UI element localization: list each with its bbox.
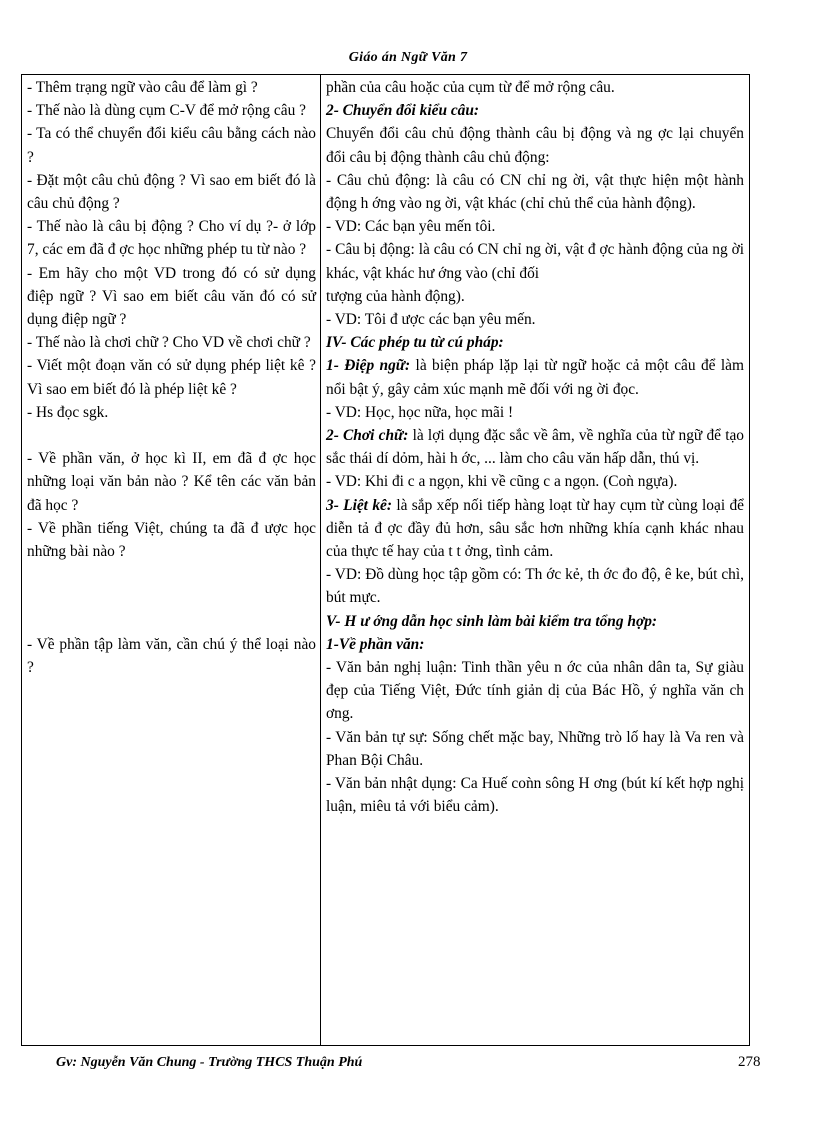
question-9: - Hs đọc sgk. [27,403,109,421]
answer-text: - VD: Học, học nữa, học mãi ! [326,403,514,421]
answer-text: phần của câu hoặc của cụm từ để mở rộng câu. [326,79,615,96]
page-footer: Gv: Nguyễn Văn Chung - Trường THCS Thuận Phú [56,1055,363,1070]
term-label: 2- Chơi chữ: [326,427,409,445]
question-6: - Em hãy cho một VD trong đó có sử dụng điệp ngữ ? Vì sao em biết câu văn đó có sử dụng điệp ngữ ? [27,264,316,329]
answer-column [326,76,744,819]
term-label: 3- Liệt kê: [326,496,392,514]
answer-text: - VD: Tôi đ ược các bạn yêu mến. [326,311,536,329]
question-3: - Ta có thể chuyển đổi kiểu câu bằng cách nào ? [27,125,316,166]
question-12: - Về phần tập làm văn, cần chú ý thể loại nào ? [27,635,316,677]
question-7: - Thế nào là chơi chữ ? Cho VD về chơi chữ ? [27,334,311,352]
answer-text: - Văn bản nghị luận: Tinh thần yêu n ớc của nhân dân ta, Sự giàu đẹp của Tiếng Việt, Đức tính giản dị của Bác Hồ, ý nghĩa văn ch ơng. [326,659,744,723]
question-2: - Thế nào là dùng cụm C-V để mở rộng câu ? [27,102,306,120]
question-8: - Viết một đoạn văn có sử dụng phép liệt kê ? Vì sao em biết đó là phép liệt kê ? [27,357,316,398]
question-4: - Đặt một câu chủ động ? Vì sao em biết đó là câu chủ động ? [27,171,316,213]
answer-text: 3- Liệt kê: là sắp xếp nối tiếp hàng loạt từ hay cụm từ cùng loại để diễn tả đ ợc đầy đủ hơn, sâu sắc hơn những khía cạnh khác nhau của thực tế hay của t t ởng, tình cảm. [326,496,744,561]
section-heading: 2- Chuyển đổi kiểu câu: [326,102,480,120]
section-heading: V- H ư ớng dẫn học sinh làm bài kiểm tra tổng hợp: [326,612,658,630]
question-1: - Thêm trạng ngữ vào câu để làm gì ? [27,79,258,96]
term-label: 1- Điệp ngữ: [326,357,411,375]
answer-text: - Câu chủ động: là câu có CN chỉ ng ời, vật thực hiện một hành động h ớng vào ng ời, vật khác (chỉ chủ thể của hành động). [326,171,744,213]
page-header: Giáo án Ngữ Văn 7 [348,50,468,65]
answer-text: - Văn bản tự sự: Sống chết mặc bay, Những trò lố hay là Va ren và Phan Bội Châu. [326,728,744,769]
answer-text: 1- Điệp ngữ: là biện pháp lặp lại từ ngữ hoặc cả một câu để làm nổi bật ý, gây cảm xúc mạnh mẽ đối với ng ời đọc. [326,357,744,398]
answer-text: - Câu bị động: là câu có CN chỉ ng ời, vật đ ợc hành động của ng ời khác, vật khác hư ớng vào (chỉ đối [326,241,744,282]
answer-text: tượng của hành động). [326,287,465,305]
section-heading: IV- Các phép tu từ cú pháp: [326,334,504,352]
question-5: - Thế nào là câu bị động ? Cho ví dụ ?- ở lớp 7, các em đã đ ợc học những phép tu từ nào ? [27,218,316,259]
answer-text: - VD: Đồ dùng học tập gồm có: Th ớc kẻ, th ớc đo độ, ê ke, bút chì, bút mực. [326,566,744,607]
answer-text: - VD: Các bạn yêu mến tôi. [326,218,496,236]
answer-text: 2- Chơi chữ: là lợi dụng đặc sắc về âm, về nghĩa của từ ngữ để tạo sắc thái dí dỏm, hài h ớc, ... làm cho câu văn hấp dẫn, thú vị. [326,427,744,468]
question-10: - Về phần văn, ở học kì II, em đã đ ợc học những loại văn bản nào ? Kể tên các văn bản đã học ? [27,450,316,514]
answer-text: - VD: Khi đi c a ngọn, khi về cũng c a ngọn. (Coǹ ngựa). [326,473,678,491]
answer-text: Chuyển đổi câu chủ động thành câu bị động và ng ợc lại chuyển đổi câu bị động thành câu chủ động: [326,125,744,166]
question-11: - Về phần tiếng Việt, chúng ta đã đ ược học những bài nào ? [27,519,316,561]
lesson-table [21,74,750,1046]
question-column [27,76,316,679]
column-divider [320,75,321,1045]
page-number: 278 [738,1054,761,1070]
section-heading: 1-Về phần văn: [326,635,425,653]
answer-text: - Văn bản nhật dụng: Ca Huế coǹn sông H ơng (bút kí kết hợp nghị luận, miêu tả với biểu cảm). [326,775,744,816]
